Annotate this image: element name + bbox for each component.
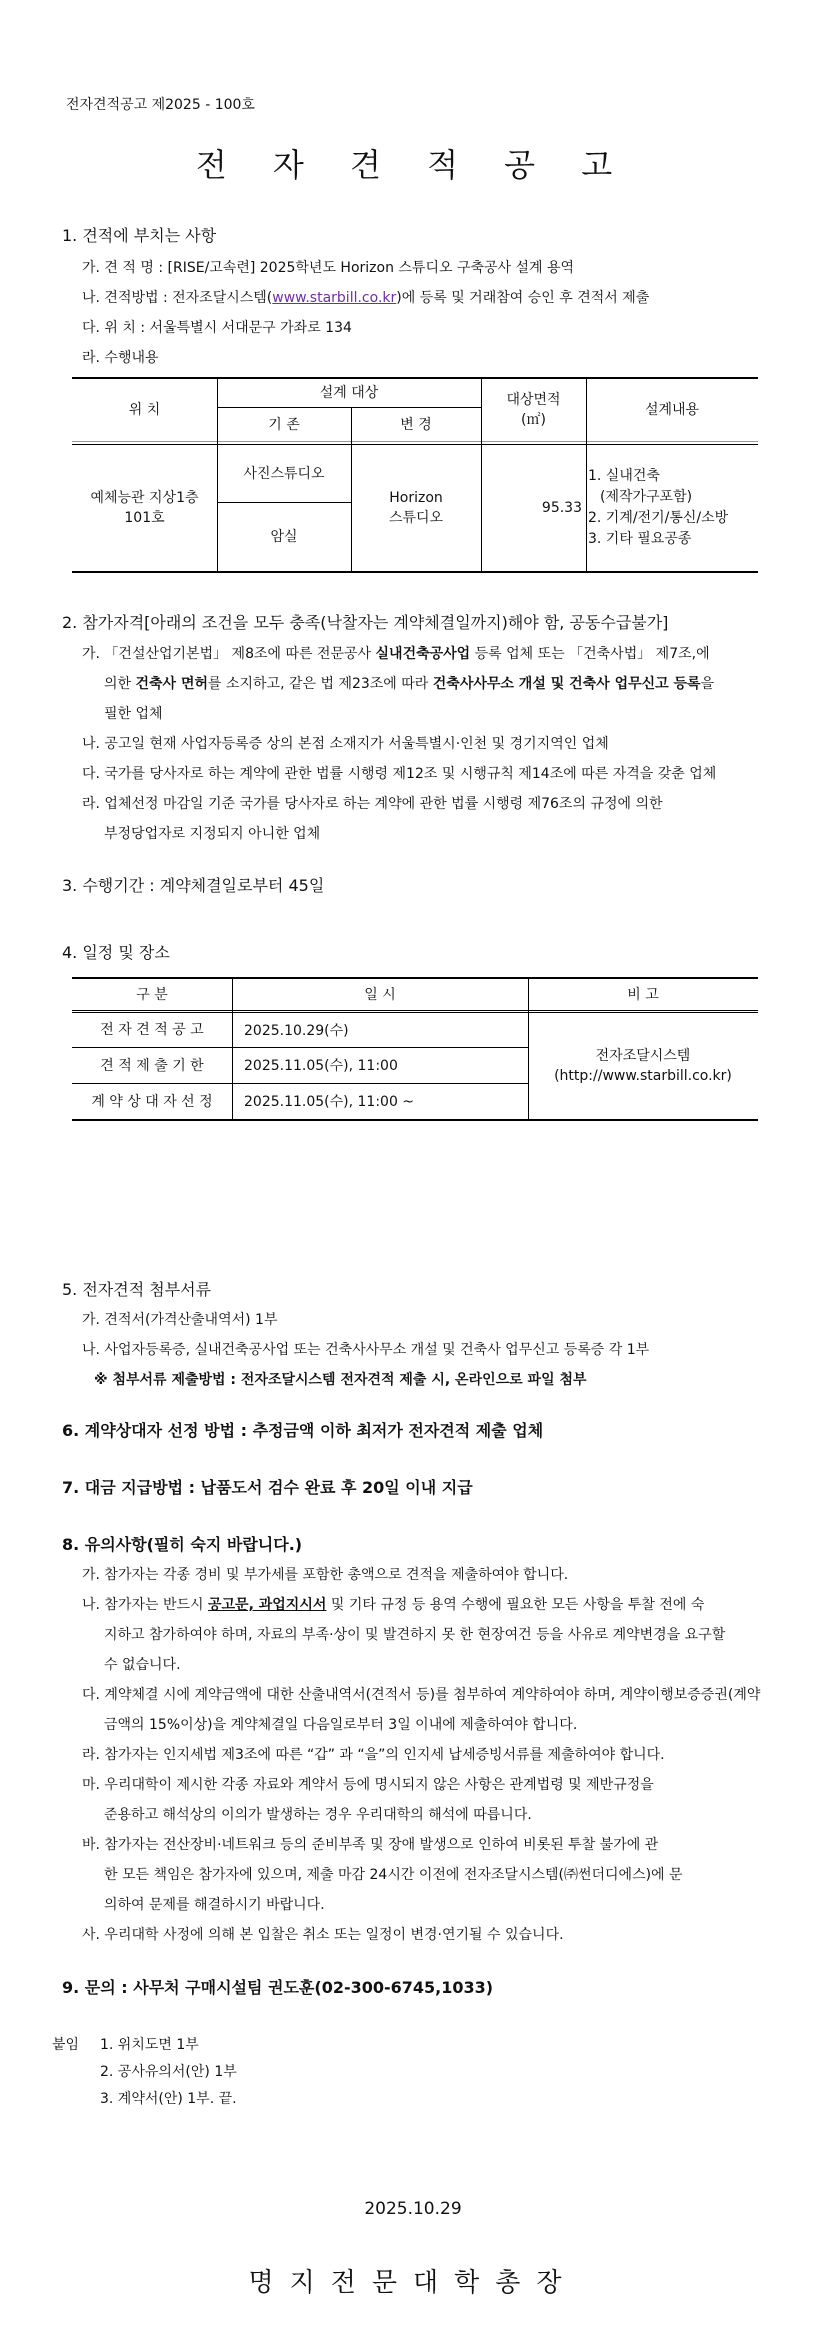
s8-item-ba-line2: 한 모든 책임은 참가자에 있으며, 제출 마감 24시간 이전에 전자조달시스템(㈜썬더디에스)에 문 <box>104 1867 683 1883</box>
section-1-heading: 1. 견적에 부치는 사항 <box>62 226 217 245</box>
td-item-3: 계 약 상 대 자 선 정 <box>91 1093 213 1110</box>
s8-item-ba-line3: 의하여 문제를 해결하시기 바랍니다. <box>104 1897 325 1913</box>
s2-item-ga-line1: 가. 「건설산업기본법」 제8조에 따른 전문공사 실내건축공사업 등록 업체 또는 「건축사법」 제7조,에 <box>82 646 710 662</box>
starbill-link[interactable]: www.starbill.co.kr <box>272 290 397 306</box>
page-title: 전 자 견 적 공 고 <box>195 146 631 184</box>
s8-item-da-line2: 금액의 15%이상)을 계약체결일 다음일로부터 3일 이내에 제출하여야 합니다. <box>104 1717 578 1733</box>
s1-item-da: 다. 위 치 : 서울특별시 서대문구 가좌로 134 <box>82 320 352 336</box>
s2-item-ga-line3: 필한 업체 <box>104 706 163 722</box>
th-note: 비 고 <box>627 986 659 1003</box>
td-content-1b: (제작가구포함) <box>600 489 693 505</box>
s8-item-ga: 가. 참가자는 각종 경비 및 부가세를 포함한 총액으로 견적을 제출하여야 합니다. <box>82 1567 569 1583</box>
attach-item-1: 1. 위치도면 1부 <box>100 2037 199 2053</box>
issue-date: 2025.10.29 <box>364 2199 462 2219</box>
s8-item-na-line3: 수 없습니다. <box>104 1657 181 1673</box>
attach-item-2: 2. 공사유의서(안) 1부 <box>100 2064 237 2080</box>
s5-item-na: 나. 사업자등록증, 실내건축공사업 또는 건축사사무소 개설 및 건축사 업무신고 등록증 각 1부 <box>82 1342 650 1358</box>
td-change: Horizon 스튜디오 <box>388 490 444 526</box>
section-6-heading: 6. 계약상대자 선정 방법 : 추정금액 이하 최저가 전자견적 제출 업체 <box>62 1421 544 1440</box>
td-date-1: 2025.10.29(수) <box>244 1023 349 1039</box>
s8-item-ma-line1: 마. 우리대학이 제시한 각종 자료와 계약서 등에 명시되지 않은 사항은 관계법령 및 제반규정을 <box>82 1777 654 1793</box>
s2-item-da: 다. 국가를 당사자로 하는 계약에 관한 법률 시행령 제12조 및 시행규칙 제14조에 따른 자격을 갖춘 업체 <box>82 766 717 782</box>
td-content-3: 3. 기타 필요공종 <box>588 531 692 547</box>
s2-item-ga-line2: 의한 건축사 면허를 소지하고, 같은 법 제23조에 따라 건축사사무소 개설 및 건축사 업무신고 등록을 <box>104 676 715 692</box>
td-date-3: 2025.11.05(수), 11:00 ~ <box>244 1094 415 1110</box>
section-2-heading: 2. 참가자격[아래의 조건을 모두 충족(낙찰자는 계약체결일까지)해야 함, 공동수급불가] <box>62 613 669 632</box>
td-date-2: 2025.11.05(수), 11:00 <box>244 1058 398 1074</box>
doc-number: 전자견적공고 제2025 - 100호 <box>66 97 255 113</box>
th-date: 일 시 <box>364 986 396 1003</box>
s1-item-na: 나. 견적방법 : 전자조달시스템(www.starbill.co.kr)에 등록 및 거래참여 승인 후 견적서 제출 <box>82 290 650 306</box>
td-item-1: 전 자 견 적 공 고 <box>100 1022 204 1038</box>
section-9-heading: 9. 문의 : 사무처 구매시설팀 권도훈(02-300-6745,1033) <box>62 1978 494 1997</box>
section-3-heading: 3. 수행기간 : 계약체결일로부터 45일 <box>62 876 325 895</box>
th-change: 변 경 <box>400 416 432 433</box>
s8-item-da-line1: 다. 계약체결 시에 계약금액에 대한 산출내역서(견적서 등)를 첨부하여 계약하여야 하며, 계약이행보증증권(계약 <box>82 1687 761 1703</box>
s5-note: ※ 첨부서류 제출방법 : 전자조달시스템 전자견적 제출 시, 온라인으로 파일 첨부 <box>94 1372 587 1388</box>
s8-item-ma-line2: 준용하고 해석상의 이의가 발생하는 경우 우리대학의 해석에 따릅니다. <box>104 1807 532 1823</box>
td-item-2: 견 적 제 출 기 한 <box>100 1057 204 1074</box>
attach-label: 붙임 <box>52 2037 80 2053</box>
section-5-heading: 5. 전자견적 첨부서류 <box>62 1280 212 1299</box>
section-7-heading: 7. 대금 지급방법 : 납품도서 검수 완료 후 20일 이내 지급 <box>62 1478 473 1497</box>
th-content: 설계내용 <box>644 402 700 418</box>
s5-item-ga: 가. 견적서(가격산출내역서) 1부 <box>82 1312 278 1328</box>
s8-item-sa: 사. 우리대학 사정에 의해 본 입찰은 취소 또는 일정이 변경·연기될 수 있습니다. <box>82 1927 564 1943</box>
section-4-heading: 4. 일정 및 장소 <box>62 943 170 962</box>
s8-item-ra: 라. 참가자는 인지세법 제3조에 따른 “갑” 과 “을”의 인지세 납세증빙서류를 제출하여야 합니다. <box>82 1747 665 1763</box>
s8-item-na-line1: 나. 참가자는 반드시 공고문, 과업지시서 및 기타 규정 등 용역 수행에 필요한 모든 사항을 투찰 전에 숙 <box>82 1597 705 1613</box>
td-area: 95.33 <box>541 500 582 516</box>
s2-item-na: 나. 공고일 현재 사업자등록증 상의 본점 소재지가 서울특별시·인천 및 경기지역인 업체 <box>82 736 609 752</box>
th-target: 설계 대상 <box>319 385 379 401</box>
attach-item-3: 3. 계약서(안) 1부. 끝. <box>100 2091 237 2107</box>
th-existing: 기 존 <box>268 416 300 433</box>
s2-item-ra-line2: 부정당업자로 지정되지 아니한 업체 <box>104 826 321 842</box>
s1-item-ra: 라. 수행내용 <box>82 350 159 366</box>
td-content-2: 2. 기계/전기/통신/소방 <box>588 510 729 526</box>
th-item: 구 분 <box>136 986 168 1003</box>
issuer-name: 명지전문대학총장 <box>248 2268 578 2298</box>
th-location: 위 치 <box>128 402 161 418</box>
section-8-heading: 8. 유의사항(필히 숙지 바랍니다.) <box>62 1535 303 1554</box>
td-existing-2: 암실 <box>270 529 298 545</box>
td-content-1: 1. 실내건축 <box>588 468 660 484</box>
s8-item-na-line2: 지하고 참가하여야 하며, 자료의 부족·상이 및 발견하지 못 한 현장여건 등을 사유로 계약변경을 요구할 <box>104 1627 726 1643</box>
td-existing-1: 사진스튜디오 <box>243 465 325 482</box>
s8-item-ba-line1: 바. 참가자는 전산장비·네트워크 등의 준비부족 및 장애 발생으로 인하여 비롯된 투찰 불가에 관 <box>82 1837 659 1853</box>
th-area: 대상면적 (㎡) <box>506 392 561 428</box>
s2-item-ra-line1: 라. 업체선정 마감일 기준 국가를 당사자로 하는 계약에 관한 법률 시행령 제76조의 규정에 의한 <box>82 796 663 812</box>
td-note: 전자조달시스템 (http://www.starbill.co.kr) <box>554 1048 732 1084</box>
td-location: 예체능관 지상1층 101호 <box>90 490 199 526</box>
s1-item-ga: 가. 견 적 명 : [RISE/고속련] 2025학년도 Horizon 스튜디오 구축공사 설계 용역 <box>82 260 575 276</box>
